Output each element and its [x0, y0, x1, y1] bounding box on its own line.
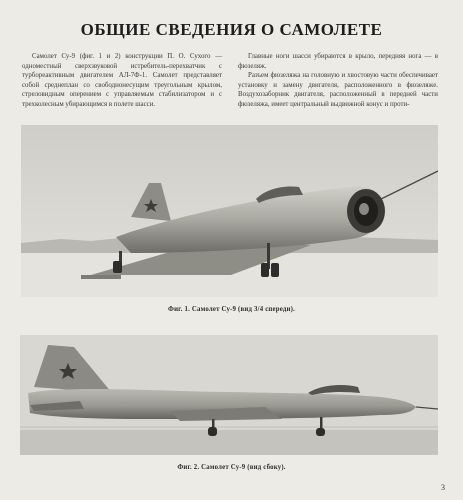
- figure-caption: Фиг. 2. Самолет Су-9 (вид сбоку).: [177, 464, 286, 471]
- page-title: ОБЩИЕ СВЕДЕНИЯ О САМОЛЕТЕ: [80, 20, 383, 39]
- paragraph: Главные ноги шасси убираются в крыло, передняя нога — в фюзеляж.: [238, 53, 438, 70]
- aircraft-front-image: [21, 125, 438, 297]
- text-column-left: [22, 52, 222, 110]
- figure-caption: Фиг. 1. Самолет Су-9 (вид 3/4 спереди).: [168, 306, 295, 313]
- text-column-right: [238, 52, 438, 110]
- paragraph: Самолет Су-9 (фиг. 1 и 2) конструкции П. О. Сухого — одноместный сверхзвуковой истребитель-перехватчик с турбореактивным двигателем АЛ-7Ф-1. Самолет представляет собой среднеплан со свободнонесущим треугольным крылом, стреловидным оперением с управляемым стабилизатором и с трехколесным убирающимся в полете шасси.: [22, 53, 222, 108]
- aircraft-side-image: [20, 335, 438, 455]
- paragraph: Разъем фюзеляжа на головную и хвостовую части обеспечивает установку и замену двигателя, расположенного в фюзеляже. Воздухозаборник двигателя, расположенный в передней части фюзеляжа, имеет центральный выдвижной конус и проти-: [238, 72, 438, 108]
- aircraft-photo-side: [20, 335, 438, 455]
- aircraft-photo-front: [21, 125, 438, 297]
- page-number: 3: [441, 483, 445, 492]
